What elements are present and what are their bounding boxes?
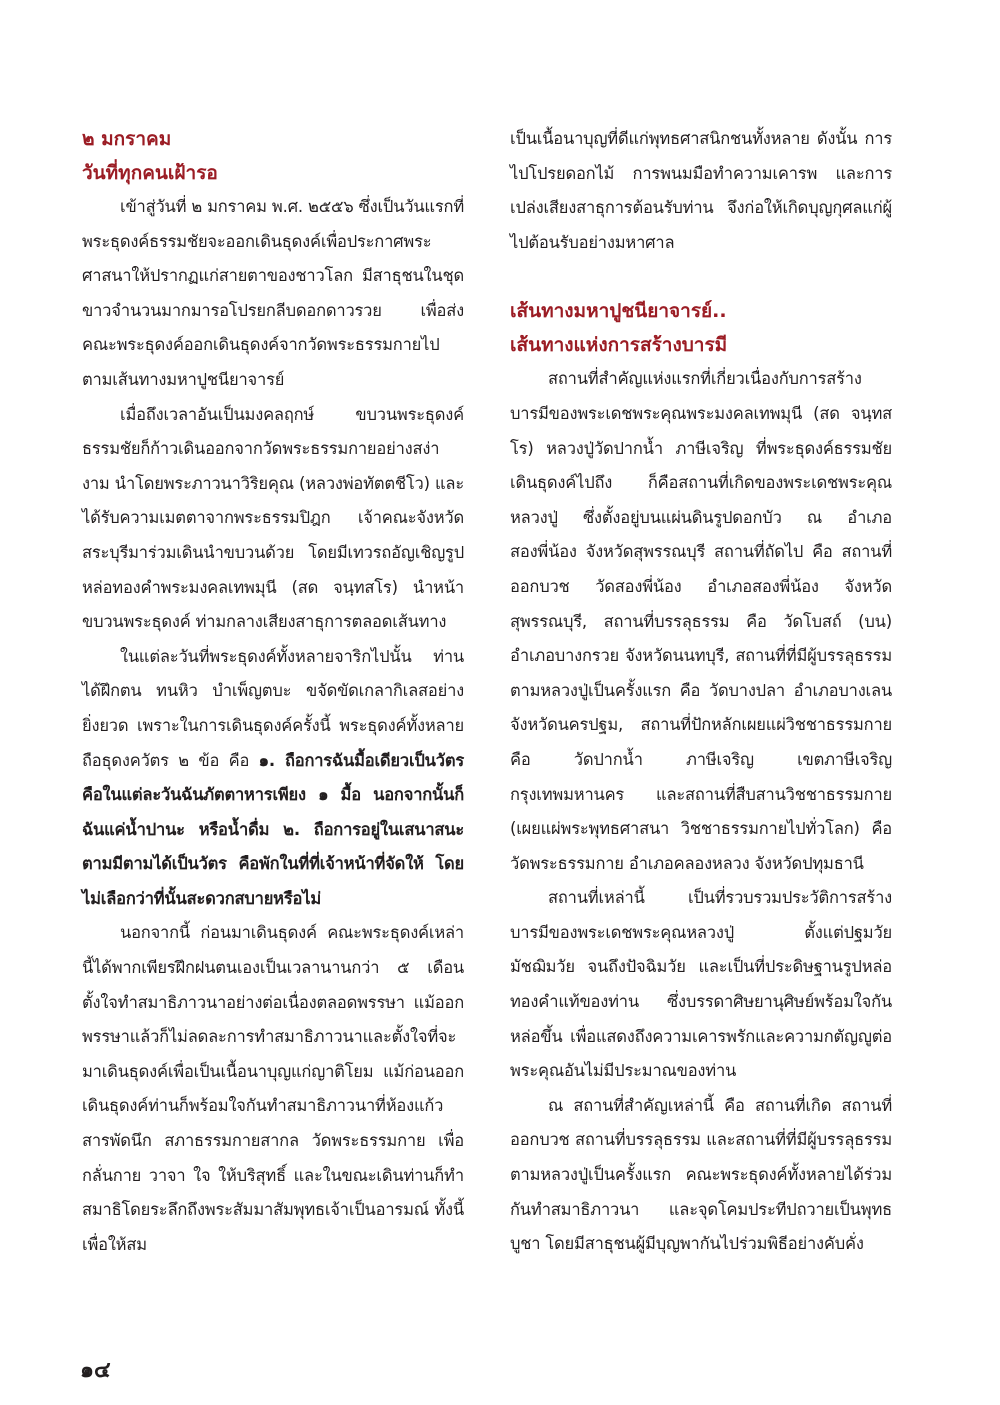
paragraph: สถานที่สำคัญแห่งแรกที่เกี่ยวเนื่องกับการสร้างบารมีของพระเดชพระคุณพระมงคลเทพมุนี (สด จนฺทสโร) หลวงปู่วัดปากน้ำ ภาษีเจริญ ที่พระธุดงค์ธรรมชัยเดินธุดงค์ไปถึง ก็คือสถานที่เกิดของพระเดชพระคุณหลวงปู่ ซึ่งตั้งอยู่บนแผ่นดินรูปดอกบัว ณ อำเภอสองพี่น้อง จังหวัดสุพรรณบุรี สถานที่ถัดไป คือ สถานที่ออกบวช วัดสองพี่น้อง อำเภอสองพี่น้อง จังหวัดสุพรรณบุรี, สถานที่บรรลุธรรม คือ วัดโบสถ์ (บน) อำเภอบางกรวย จังหวัดนนทบุรี, สถานที่ที่มีผู้บรรลุธรรมตามหลวงปู่เป็นครั้งแรก คือ วัดบางปลา อำเภอบางเลน จังหวัดนครปฐม, สถานที่ปักหลักเผยแผ่วิชชาธรรมกาย คือ วัดปากน้ำ ภาษีเจริญ เขตภาษีเจริญ กรุงเทพมหานคร และสถานที่สืบสานวิชชาธรรมกาย (เผยแผ่พระพุทธศาสนา วิชชาธรรมกายไปทั่วโลก) คือวัดพระธรรมกาย อำเภอคลองหลวง จังหวัดปทุมธานี bbox=[510, 369, 892, 873]
section-heading-route bbox=[510, 294, 892, 362]
left-column bbox=[82, 122, 464, 1262]
page-number: ๑๔ bbox=[80, 1358, 111, 1383]
heading-line: วันที่ทุกคนเฝ้ารอ bbox=[82, 162, 218, 184]
heading-line: เส้นทางแห่งการสร้างบารมี bbox=[510, 334, 728, 357]
paragraph bbox=[82, 640, 464, 917]
paragraph: เข้าสู่วันที่ ๒ มกราคม พ.ศ. ๒๕๕๖ ซึ่งเป็นวันแรกที่พระธุดงค์ธรรมชัยจะออกเดินธุดงค์เพื่อประกาศพระศาสนาให้ปรากฏแก่สายตาของชาวโลก มีสาธุชนในชุดขาวจำนวนมากมารอโปรยกลีบดอกดาวรวย เพื่อส่งคณะพระธุดงค์ออกเดินธุดงค์จากวัดพระธรรมกายไปตามเส้นทางมหาปูชนียาจารย์ bbox=[82, 197, 464, 389]
paragraph: สถานที่เหล่านี้ เป็นที่รวบรวมประวัติการสร้างบารมีของพระเดชพระคุณหลวงปู่ ตั้งแต่ปฐมวัย มัชฌิมวัย จนถึงปัจฉิมวัย และเป็นที่ประดิษฐานรูปหล่อทองคำแท้ของท่าน ซึ่งบรรดาศิษยานุศิษย์พร้อมใจกันหล่อขึ้น เพื่อแสดงถึงความเคารพรักและความกตัญญูต่อพระคุณอันไม่มีประมาณของท่าน bbox=[510, 888, 892, 1081]
paragraph-continued: เป็นเนื้อนาบุญที่ดีแก่พุทธศาสนิกชนทั้งหลาย ดังนั้น การไปโปรยดอกไม้ การพนมมือทำความเคารพ และการเปล่งเสียงสาธุการต้อนรับท่าน จึงก่อให้เกิดบุญกุศลแก่ผู้ไปต้อนรับอย่างมหาศาล bbox=[510, 129, 892, 252]
heading-line: เส้นทางมหาปูชนียาจารย์.. bbox=[510, 300, 727, 323]
right-column bbox=[510, 122, 892, 1262]
section-heading-date bbox=[82, 122, 464, 190]
paragraph-text: ในแต่ละวันที่พระธุดงค์ทั้งหลายจาริกไปนั้น ท่านได้ฝึกตน ทนหิว บำเพ็ญตบะ ขจัดขัดเกลากิเลสอย่างยิ่งยวด เพราะในการเดินธุดงค์ครั้งนี้ พระธุดงค์ทั้งหลายถือธุดงควัตร ๒ ข้อ คือ bbox=[82, 646, 464, 770]
paragraph: ณ สถานที่สำคัญเหล่านี้ คือ สถานที่เกิด สถานที่ออกบวช สถานที่บรรลุธรรม และสถานที่ที่มีผู้บรรลุธรรมตามหลวงปู่เป็นครั้งแรก คณะพระธุดงค์ทั้งหลายได้ร่วมกันทำสมาธิภาวนา และจุดโคมประทีปถวายเป็นพุทธบูชา โดยมีสาธุชนผู้มีบุญพากันไปร่วมพิธีอย่างคับคั่ง bbox=[510, 1095, 892, 1254]
paragraph: เมื่อถึงเวลาอันเป็นมงคลฤกษ์ ขบวนพระธุดงค์ธรรมชัยก็ก้าวเดินออกจากวัดพระธรรมกายอย่างสง่างาม นำโดยพระภาวนาวิริยคุณ (หลวงพ่อทัตตชีโว) และได้รับความเมตตาจากพระธรรมปิฎก เจ้าคณะจังหวัดสระบุรีมาร่วมเดินนำขบวนด้วย โดยมีเทวรถอัญเชิญรูปหล่อทองคำพระมงคลเทพมุนี (สด จนฺทสโร) นำหน้าขบวนพระธุดงค์ ท่ามกลางเสียงสาธุการตลอดเส้นทาง bbox=[82, 404, 464, 632]
paragraph: นอกจากนี้ ก่อนมาเดินธุดงค์ คณะพระธุดงค์เหล่านี้ได้พากเพียรฝึกฝนตนเองเป็นเวลานานกว่า ๕ เดือน ตั้งใจทำสมาธิภาวนาอย่างต่อเนื่องตลอดพรรษา แม้ออกพรรษาแล้วก็ไม่ลดละการทำสมาธิภาวนาและตั้งใจที่จะมาเดินธุดงค์เพื่อเป็นเนื้อนาบุญแก่ญาติโยม แม้ก่อนออกเดินธุดงค์ท่านก็พร้อมใจกันทำสมาธิภาวนาที่ห้องแก้วสารพัดนึก สภาธรรมกายสากล วัดพระธรรมกาย เพื่อกลั่นกาย วาจา ใจ ให้บริสุทธิ์ และในขณะเดินท่านก็ทำสมาธิโดยระลึกถึงพระสัมมาสัมพุทธเจ้าเป็นอารมณ์ ทั้งนี้เพื่อให้สม bbox=[82, 923, 464, 1254]
heading-line: ๒ มกราคม bbox=[82, 128, 172, 150]
paragraph-bold-text: ๑. ถือการฉันมื้อเดียวเป็นวัตร คือในแต่ละวันฉันภัตตาหารเพียง ๑ มื้อ นอกจากนั้นก็ฉันแค่น้ำปานะ หรือน้ำดื่ม ๒. ถือการอยู่ในเสนาสนะตามมีตามได้เป็นวัตร คือพักในที่ที่เจ้าหน้าที่จัดให้ โดยไม่เลือกว่าที่นั้นสะดวกสบายหรือไม่ bbox=[82, 750, 464, 908]
